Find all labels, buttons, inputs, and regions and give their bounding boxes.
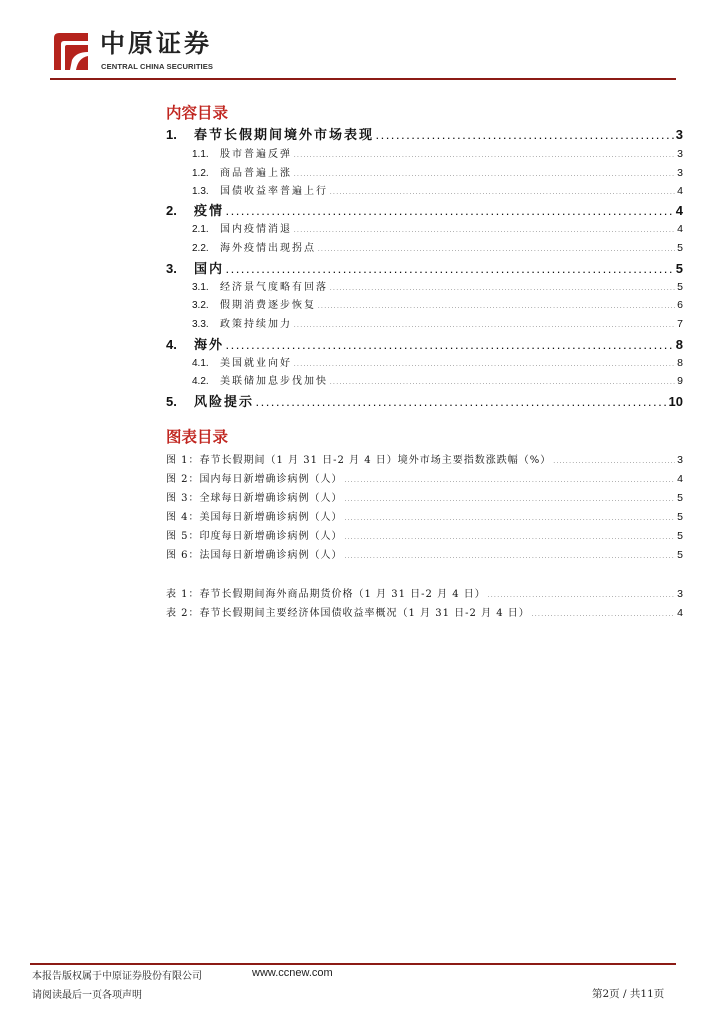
toc-number: 3.1. <box>192 282 209 293</box>
figure-page-number: 3 <box>677 454 683 466</box>
table-page-number: 4 <box>677 607 683 619</box>
toc-chapter-entry[interactable] <box>166 334 683 354</box>
toc-section-entry[interactable] <box>192 354 683 370</box>
toc-section-entry[interactable] <box>192 278 683 294</box>
toc-chapter-entry[interactable] <box>166 258 683 278</box>
figure-entry-title: 图 1：春节长假期间（1 月 31 日-2 月 4 日）境外市场主要指数涨跌幅（%） <box>166 455 552 466</box>
toc-leader-dots <box>294 362 675 368</box>
toc-entry-title: 海外疫情出现拐点 <box>220 243 316 254</box>
toc-section-entry[interactable] <box>192 239 683 255</box>
toc-number: 5. <box>166 394 177 409</box>
toc-number: 1.1. <box>192 149 209 160</box>
toc-number: 4. <box>166 337 177 352</box>
toc-leader-dots <box>376 133 674 141</box>
toc-title: 内容目录 <box>166 103 229 122</box>
figure-entry[interactable] <box>166 546 683 562</box>
figure-page-number: 4 <box>677 473 683 485</box>
toc-entry-title: 美联储加息步伐加快 <box>220 376 328 387</box>
toc-entry-title: 商品普遍上涨 <box>220 168 292 179</box>
figure-entry[interactable] <box>166 489 683 505</box>
footer-disclaimer: 请阅读最后一页各项声明 <box>32 990 142 1001</box>
figure-page-number: 5 <box>677 492 683 504</box>
toc-entry-title: 国内疫情消退 <box>220 224 292 235</box>
figure-entry-title: 图 6：法国每日新增确诊病例（人） <box>166 550 343 561</box>
header-divider <box>50 78 676 80</box>
figure-entry-title: 图 3：全球每日新增确诊病例（人） <box>166 493 343 504</box>
figures-title: 图表目录 <box>166 427 229 446</box>
toc-number: 3.3. <box>192 319 209 330</box>
toc-entry-title: 股市普遍反弹 <box>220 149 292 160</box>
figure-leader-dots <box>345 478 676 484</box>
toc-number: 3.2. <box>192 300 209 311</box>
table-entry[interactable] <box>166 604 683 620</box>
toc-page-number: 3 <box>675 127 683 142</box>
toc-page-number: 4 <box>677 223 683 235</box>
toc-section-entry[interactable] <box>192 145 683 161</box>
toc-page-number: 4 <box>675 203 683 218</box>
toc-section-entry[interactable] <box>192 164 683 180</box>
toc-page-number: 8 <box>675 337 683 352</box>
toc-chapter-entry[interactable] <box>166 200 683 220</box>
figure-leader-dots <box>553 459 675 465</box>
toc-chapter-entry[interactable] <box>166 391 683 411</box>
toc-page-number: 3 <box>677 148 683 160</box>
toc-number: 1.2. <box>192 168 209 179</box>
figure-entry-title: 图 2：国内每日新增确诊病例（人） <box>166 474 343 485</box>
toc-leader-dots <box>294 228 675 234</box>
toc-entry-title: 风险提示 <box>194 395 255 410</box>
toc-leader-dots <box>330 190 675 196</box>
toc-leader-dots <box>294 323 675 329</box>
toc-page-number: 3 <box>677 167 683 179</box>
figure-leader-dots <box>345 516 676 522</box>
table-entry-title: 表 2：春节长假期间主要经济体国债收益率概况（1 月 31 日-2 月 4 日） <box>166 608 530 619</box>
toc-page-number: 5 <box>677 281 683 293</box>
toc-page-number: 10 <box>668 394 683 409</box>
toc-entry-title: 疫情 <box>194 204 225 219</box>
figure-page-number: 5 <box>677 511 683 523</box>
figure-entry[interactable] <box>166 527 683 543</box>
toc-leader-dots <box>294 172 675 178</box>
footer-page-info: 第2页 / 共11页 <box>592 988 665 1000</box>
figure-entry[interactable] <box>166 470 683 486</box>
toc-leader-dots <box>330 380 675 386</box>
toc-entry-title: 海外 <box>194 338 225 353</box>
toc-leader-dots <box>256 400 667 408</box>
figure-leader-dots <box>345 535 676 541</box>
company-name-en: CENTRAL CHINA SECURITIES <box>101 62 214 71</box>
toc-page-number: 5 <box>677 242 683 254</box>
toc-number: 1. <box>166 127 177 142</box>
toc-page-number: 9 <box>677 375 683 387</box>
toc-page-number: 8 <box>677 357 683 369</box>
table-entry-title: 表 1：春节长假期间海外商品期货价格（1 月 31 日-2 月 4 日） <box>166 589 486 600</box>
figure-entry-title: 图 5：印度每日新增确诊病例（人） <box>166 531 343 542</box>
toc-number: 2. <box>166 203 177 218</box>
toc-entry-title: 假期消费逐步恢复 <box>220 300 316 311</box>
toc-section-entry[interactable] <box>192 315 683 331</box>
central-china-securities-logo-icon <box>50 30 92 72</box>
figure-page-number: 5 <box>677 549 683 561</box>
toc-number: 3. <box>166 261 177 276</box>
toc-leader-dots <box>318 247 675 253</box>
toc-section-entry[interactable] <box>192 220 683 236</box>
toc-entry-title: 经济景气度略有回落 <box>220 282 328 293</box>
toc-page-number: 6 <box>677 299 683 311</box>
toc-page-number: 7 <box>677 318 683 330</box>
toc-number: 4.1. <box>192 358 209 369</box>
toc-number: 4.2. <box>192 376 209 387</box>
figure-entry[interactable] <box>166 451 683 467</box>
toc-number: 2.2. <box>192 243 209 254</box>
toc-section-entry[interactable] <box>192 182 683 198</box>
toc-entry-title: 国债收益率普遍上行 <box>220 186 328 197</box>
toc-leader-dots <box>226 267 674 275</box>
toc-entry-title: 美国就业向好 <box>220 358 292 369</box>
page-header <box>0 0 724 80</box>
toc-entry-title: 政策持续加力 <box>220 319 292 330</box>
toc-leader-dots <box>318 304 675 310</box>
toc-section-entry[interactable] <box>192 296 683 312</box>
toc-leader-dots <box>226 343 674 351</box>
toc-page-number: 4 <box>677 185 683 197</box>
toc-entry-title: 国内 <box>194 262 225 277</box>
toc-chapter-entry[interactable] <box>166 124 683 144</box>
company-name-cn: 中原证券 <box>100 29 213 58</box>
toc-section-entry[interactable] <box>192 372 683 388</box>
table-leader-dots <box>488 593 675 599</box>
footer-website-link[interactable]: www.ccnew.com <box>252 967 333 979</box>
figure-leader-dots <box>345 497 676 503</box>
figure-entry-title: 图 4：美国每日新增确诊病例（人） <box>166 512 343 523</box>
figure-entry[interactable] <box>166 508 683 524</box>
figure-page-number: 5 <box>677 530 683 542</box>
toc-leader-dots <box>226 209 674 217</box>
figure-leader-dots <box>345 554 676 560</box>
table-leader-dots <box>532 612 675 618</box>
toc-leader-dots <box>294 153 675 159</box>
toc-page-number: 5 <box>675 261 683 276</box>
toc-leader-dots <box>330 286 675 292</box>
footer-divider <box>30 963 676 965</box>
footer-copyright: 本报告版权属于中原证券股份有限公司 <box>32 971 202 982</box>
toc-entry-title: 春节长假期间境外市场表现 <box>194 128 375 143</box>
table-entry[interactable] <box>166 585 683 601</box>
toc-number: 2.1. <box>192 224 209 235</box>
table-page-number: 3 <box>677 588 683 600</box>
toc-number: 1.3. <box>192 186 209 197</box>
